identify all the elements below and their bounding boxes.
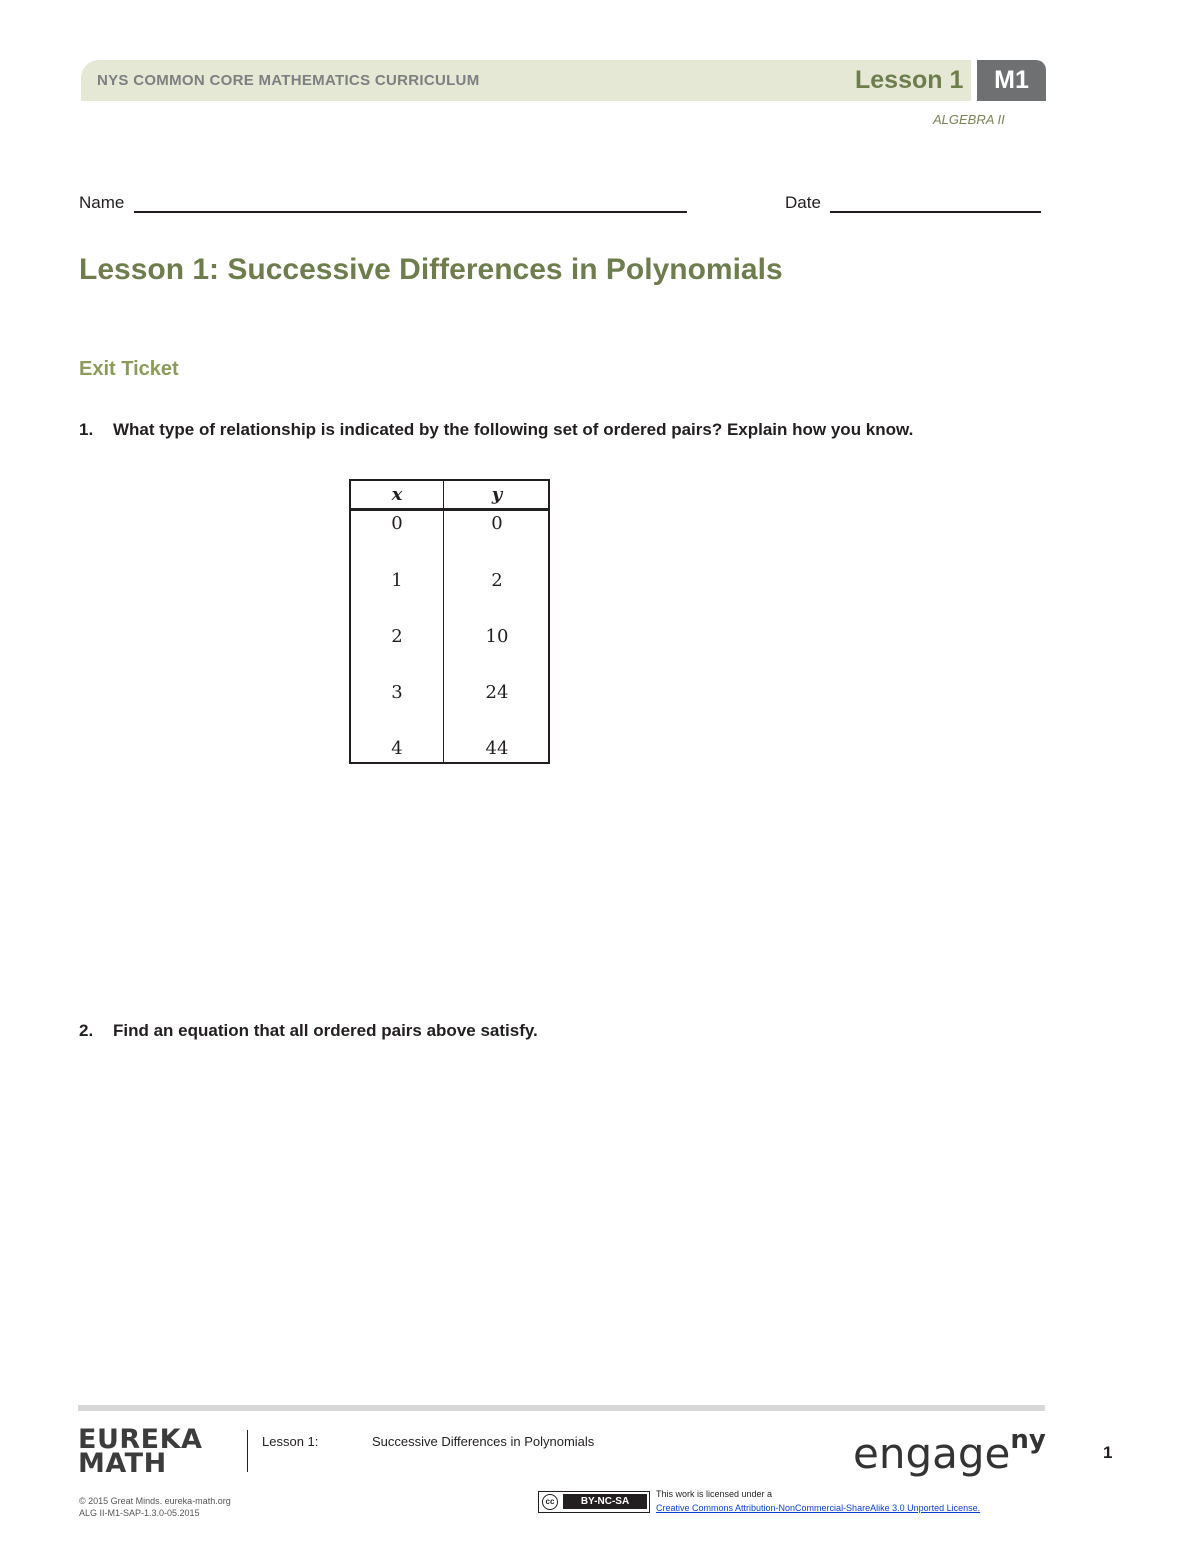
cc-badge-text: BY-NC-SA [563,1494,647,1509]
lesson-tag: Lesson 1 [855,66,964,94]
footer-lesson-title: Successive Differences in Polynomials [372,1434,595,1449]
brand-line-1: EUREKA [78,1424,203,1455]
question-2 [79,1021,979,1045]
footer-rule [78,1405,1045,1411]
creative-commons-badge[interactable] [538,1491,650,1513]
table-cell: 2 [491,570,503,591]
name-label: Name [79,193,125,212]
table-cell: 44 [485,738,509,759]
cc-icon: cc [542,1494,558,1510]
question-1 [79,420,979,444]
date-label: Date [785,193,821,212]
footer-lesson-label: Lesson 1: [262,1434,319,1449]
section-title: Exit Ticket [79,358,179,380]
table-cell: 0 [491,513,503,534]
question-number: 1. [79,420,94,439]
table-cell: 4 [391,738,403,759]
footer-divider [247,1430,248,1472]
license-text: This work is licensed under a [656,1489,773,1499]
curriculum-title: NYS COMMON CORE MATHEMATICS CURRICULUM [97,72,480,89]
page-number: 1 [1103,1443,1113,1462]
engage-ny-text: ny [1010,1425,1046,1455]
table-header-rule [349,508,550,511]
question-text: Find an equation that all ordered pairs above satisfy. [113,1021,538,1040]
copyright-text: © 2015 Great Minds. eureka-math.org [79,1496,231,1506]
table-header-x: x [391,484,403,505]
eureka-math-logo [78,1424,203,1479]
course-label: ALGEBRA II [933,112,1005,127]
license-link[interactable]: Creative Commons Attribution-NonCommercial-ShareAlike 3.0 Unported License. [656,1503,981,1513]
document-code: ALG II-M1-SAP-1.3.0-05.2015 [79,1508,200,1518]
table-cell: 2 [391,626,403,647]
table-header-y: y [491,484,503,505]
copyright [79,1495,231,1519]
question-text: What type of relationship is indicated by the following set of ordered pairs? Explain how you know. [113,420,914,439]
page-title: Lesson 1: Successive Differences in Polynomials [79,253,783,286]
engageny-logo [853,1425,1046,1478]
date-field[interactable] [830,211,1041,213]
table-cell: 1 [391,570,403,591]
name-field[interactable] [134,211,687,213]
table-cell: 24 [485,682,509,703]
brand-line-2: MATH [78,1448,167,1479]
table-cell: 10 [485,626,509,647]
module-badge: M1 [977,60,1046,101]
table-cell: 3 [391,682,403,703]
question-number: 2. [79,1021,94,1040]
table-cell: 0 [391,513,403,534]
engage-text: engage [853,1429,1011,1478]
